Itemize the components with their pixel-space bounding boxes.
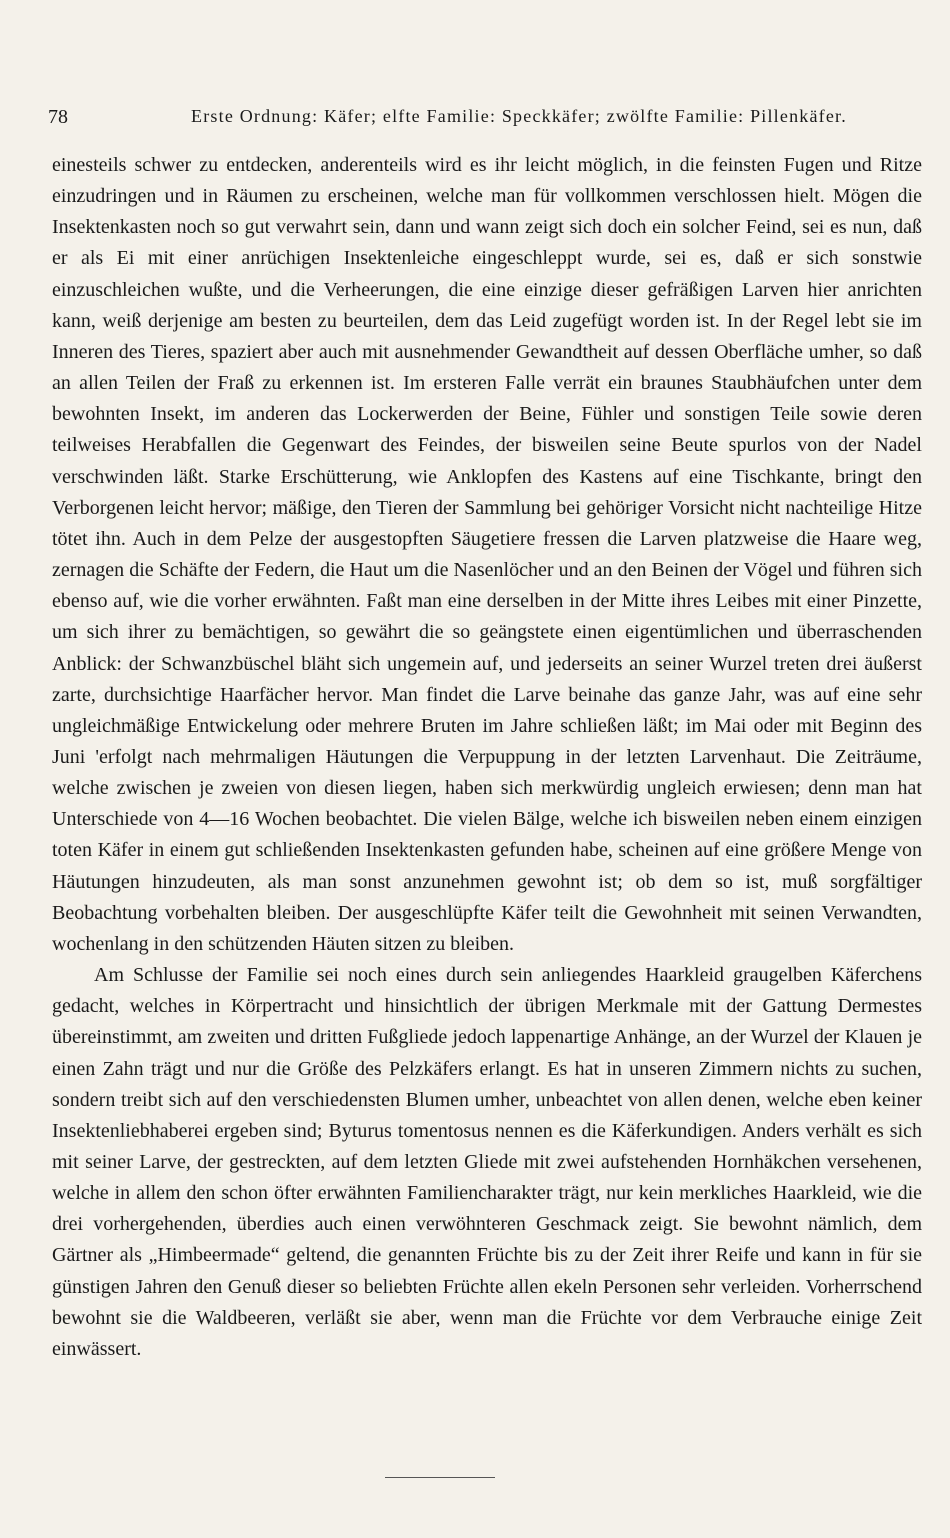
running-head: Erste Ordnung: Käfer; elfte Familie: Speckkäfer; zwölfte Familie: Pillenkäfer. bbox=[191, 106, 847, 126]
paragraph: Am Schlusse der Familie sei noch eines durch sein anliegendes Haarkleid graugelben Käferchens gedacht, welches in Körpertracht und hinsichtlich der übrigen Merkmale mit der Gattung Dermestes übereinstimmt, am zweiten und dritten Fußgliede jedoch lappenartige Anhänge, an der Wurzel der Klauen je einen Zahn trägt und nur die Größe des Pelzkäfers erlangt. Es hat in unseren Zimmern nichts zu suchen, sondern treibt sich auf den verschiedensten Blumen umher, unbeachtet von allen denen, welche eben keiner Insektenliebhaberei ergeben sind; Byturus tomentosus nennen es die Käferkundigen. Anders verhält es sich mit seiner Larve, der gestreckten, auf dem letzten Gliede mit zwei aufstehenden Hornhäkchen versehenen, welche in allem den schon öfter erwähnten Familiencharakter trägt, nur kein merkliches Haarkleid, wie die drei vorhergehenden, überdies auch einen verwöhnteren Geschmack zeigt. Sie bewohnt nämlich, dem Gärtner als „Himbeermade“ geltend, die genannten Früchte bis zu der Zeit ihrer Reife und kann in für sie günstigen Jahren den Genuß dieser so beliebten Früchte allen ekeln Personen sehr verleiden. Vorherrschend bewohnt sie die Waldbeeren, verläßt sie aber, wenn man die Früchte vor dem Verbrauche einige Zeit einwässert. bbox=[52, 964, 922, 1360]
body-text bbox=[52, 150, 922, 1365]
paragraph: einesteils schwer zu entdecken, anderenteils wird es ihr leicht möglich, in die feinsten Fugen und Ritze einzudringen und in Räumen zu erscheinen, welche man für vollkommen verschlossen hielt. Mögen die Insektenkasten noch so gut verwahrt sein, dann und wann zeigt sich doch ein solcher Feind, sei es nun, daß er als Ei mit einer anrüchigen Insektenleiche eingeschleppt wurde, sei es, daß er sich sonstwie einzuschleichen wußte, und die Verheerungen, die eine einzige dieser gefräßigen Larven hier anrichten kann, weiß derjenige am besten zu beurteilen, dem das Leid zugefügt worden ist. In der Regel lebt sie im Inneren des Tieres, spaziert aber auch mit ausnehmender Gewandtheit auf dessen Oberfläche umher, so daß an allen Teilen der Fraß zu erkennen ist. Im ersteren Falle verrät ein braunes Staubhäufchen unter dem bewohnten Insekt, im anderen das Lockerwerden der Beine, Fühler und sonstigen Teile sowie deren teilweises Herabfallen die Gegenwart des Feindes, der bisweilen seine Beute spurlos von der Nadel verschwinden läßt. Starke Erschütterung, wie Anklopfen des Kastens auf eine Tischkante, bringt den Verborgenen leicht hervor; mäßige, den Tieren der Sammlung bei gehöriger Vorsicht nicht nachteilige Hitze tötet ihn. Auch in dem Pelze der ausgestopften Säugetiere fressen die Larven platzweise die Haare weg, zernagen die Schäfte der Federn, die Haut um die Nasenlöcher und an den Beinen der Vögel und führen sich ebenso auf, wie die vorher erwähnten. Faßt man eine derselben in der Mitte ihres Leibes mit einer Pinzette, um sich ihrer zu bemächtigen, so gewährt die so geängstete einen eigentümlichen und überraschenden Anblick: der Schwanzbüschel bläht sich ungemein auf, und jederseits an seiner Wurzel treten drei äußerst zarte, durchsichtige Haarfächer hervor. Man findet die Larve beinahe das ganze Jahr, was auf eine sehr ungleichmäßige Entwickelung oder mehrere Bruten im Jahre schließen läßt; im Mai oder mit Beginn des Juni 'erfolgt nach mehrmaligen Häutungen die Verpuppung in der letzten Larvenhaut. Die Zeiträume, welche zwischen je zweien von diesen liegen, haben sich merkwürdig ungleich erwiesen; denn man hat Unterschiede von 4—16 Wochen beobachtet. Die vielen Bälge, welche ich bisweilen neben einem einzigen toten Käfer in einem gut schließenden Insektenkasten gefunden habe, scheinen auf eine größere Menge von Häutungen hinzudeuten, als man sonst anzunehmen gewohnt ist; ob dem so ist, muß sorgfältiger Beobachtung vorbehalten bleiben. Der ausgeschlüpfte Käfer teilt die Gewohnheit mit seinen Verwandten, wochenlang in den schützenden Häuten sitzen zu bleiben. bbox=[52, 154, 922, 955]
footer-rule bbox=[385, 1477, 495, 1478]
page-header bbox=[48, 102, 902, 136]
page-number: 78 bbox=[48, 106, 68, 128]
